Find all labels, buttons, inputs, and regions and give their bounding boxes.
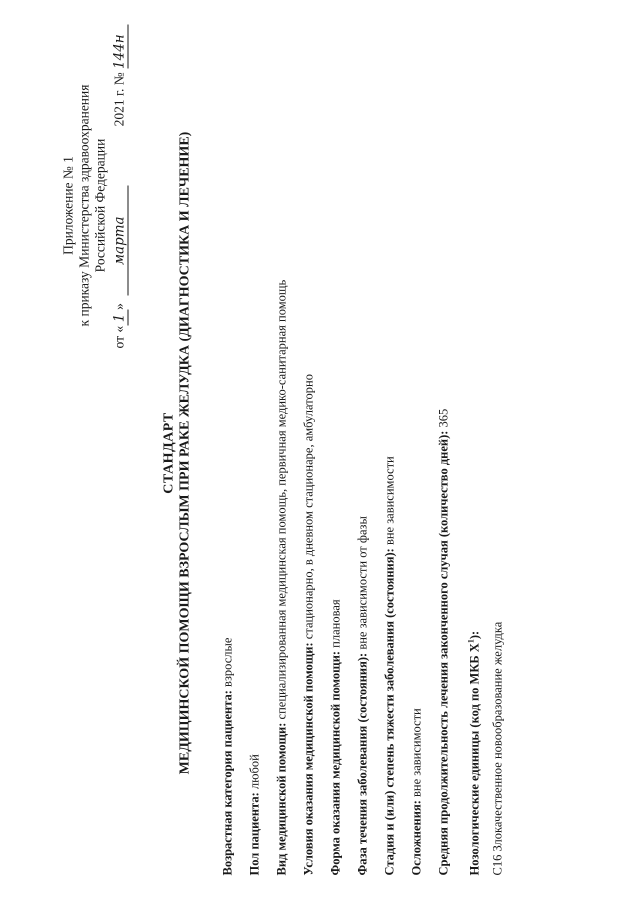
field-care-conditions: Условия оказания медицинской помощи: стационарно, в дневном стационаре, амбулаторно bbox=[301, 373, 315, 875]
date-prefix: от « bbox=[111, 325, 126, 348]
appendix-ministry: Российской Федерации bbox=[92, 138, 107, 272]
handwritten-day: 1 bbox=[111, 309, 128, 325]
field-complications: Осложнения: вне зависимости bbox=[409, 707, 423, 875]
appendix-order-ref: к приказу Министерства здравоохранения bbox=[76, 84, 91, 326]
field-disease-phase: Фаза течения заболевания (состояния): вне зависимости от фазы bbox=[355, 515, 369, 875]
handwritten-order-number: 144н bbox=[111, 24, 128, 68]
field-care-form: Форма оказания медицинской помощи: плановая bbox=[328, 598, 342, 875]
field-sex: Пол пациента: любой bbox=[247, 753, 261, 875]
date-quote: » bbox=[111, 302, 126, 310]
icd-code-row: C16 Злокачественное новообразование желудка bbox=[490, 621, 504, 875]
standard-title: МЕДИЦИНСКОЙ ПОМОЩИ ВЗРОСЛЫМ ПРИ РАКЕ ЖЕЛУДКА (ДИАГНОСТИКА И ЛЕЧЕНИЕ) bbox=[177, 131, 192, 774]
field-nosology: Нозологические единицы (код по МКБ $X^1$): bbox=[466, 630, 482, 875]
appendix-date-line bbox=[111, 33, 128, 370]
field-treatment-duration: Средняя продолжительность лечения законченного случая (количество дней): 365 bbox=[436, 408, 450, 875]
appendix-block bbox=[60, 33, 128, 370]
standard-heading: СТАНДАРТ bbox=[161, 411, 176, 494]
field-age-category: Возрастная категория пациента: взрослые bbox=[220, 637, 234, 875]
field-disease-stage: Стадия и (или) степень тяжести заболевания (состояния): вне зависимости bbox=[382, 455, 396, 875]
order-year: 2021 г. № bbox=[111, 71, 126, 126]
appendix-number: Приложение № 1 bbox=[60, 155, 75, 255]
field-care-type: Вид медицинской помощи: специализированная медицинская помощь, первичная медико-санитарная помощь bbox=[274, 279, 288, 875]
handwritten-month: марта bbox=[111, 185, 128, 295]
